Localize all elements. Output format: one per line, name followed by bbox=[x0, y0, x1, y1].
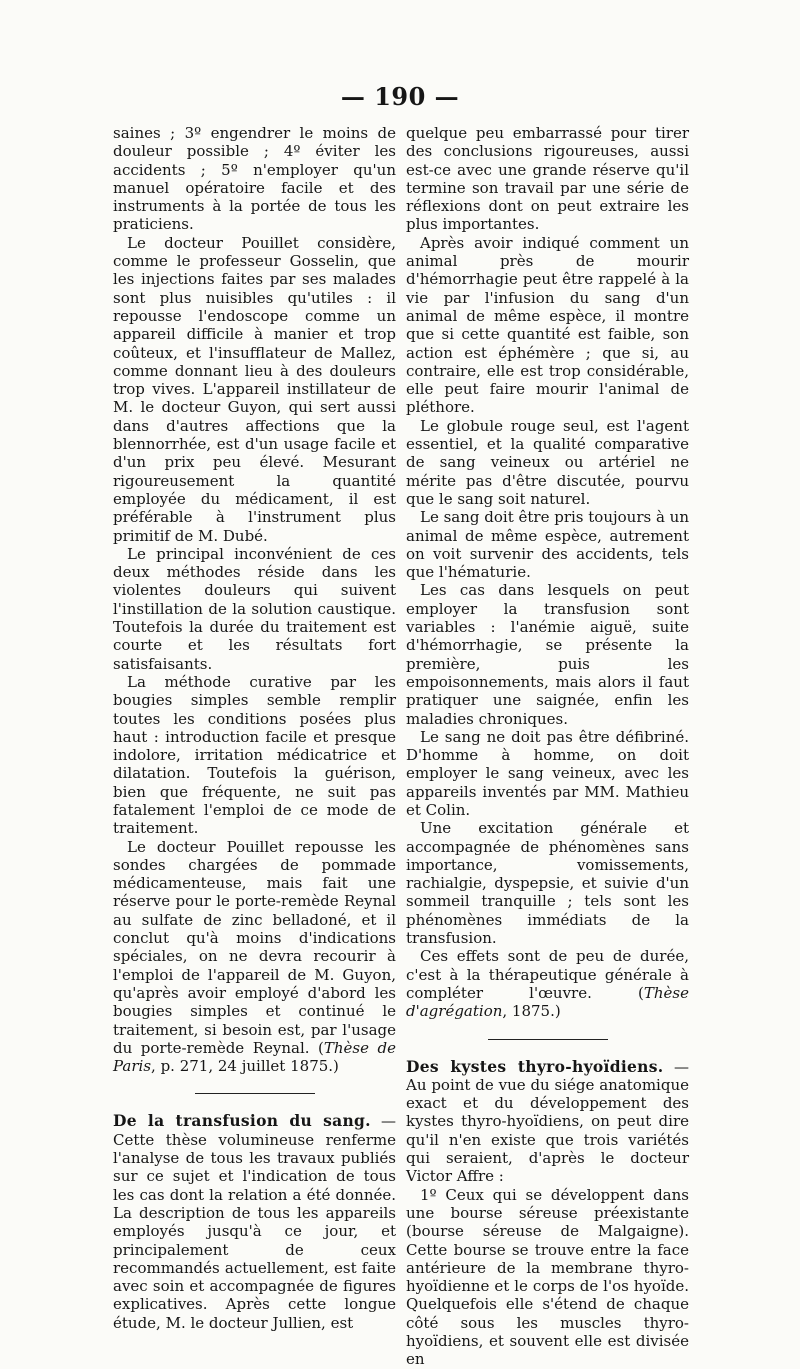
transfusion-article bbox=[113, 1112, 396, 1332]
right-paragraph-9: 1º Ceux qui se développent dans une bourse séreuse préexistante (bourse séreuse de Malgaigne). Cette bourse se trouve entre la face antérieure de la membrane thyro-hyoïdienne et le corps de l'os hyoïde. Quelquefois elle s'étend de chaque côté sous les muscles thyro-hyoïdiens, et souvent elle est divisée en bbox=[406, 1185, 689, 1369]
left-paragraph-5 bbox=[113, 838, 396, 1076]
left-paragraph-3: Le principal inconvénient de ces deux méthodes réside dans les violentes douleurs qui suivent l'instillation de la solution caustique. Toutefois la durée du traitement est courte et les résultats fort satisfaisants. bbox=[113, 544, 396, 673]
left-column bbox=[113, 124, 396, 1332]
right-paragraph-3: Le globule rouge seul, est l'agent essentiel, et la qualité comparative de sang veineux ou artériel ne mérite pas d'être discutée, pourvu que le sang soit naturel. bbox=[406, 416, 689, 508]
left-citation: Thèse de Paris bbox=[113, 1038, 396, 1076]
right-paragraph-5: Les cas dans lesquels on peut employer la transfusion sont variables : l'anémie aiguë, suite d'hémorrhagie, se présente la première, puis les empoisonnements, mais alors il faut pratiquer une saignée, enfin les maladies chroniques. bbox=[406, 581, 689, 728]
right-paragraph-1: quelque peu embarrassé pour tirer des conclusions rigoureuses, aussi est-ce avec une grande réserve qu'il termine son travail par une série de réflexions dont on peut extraire les plus importantes. bbox=[406, 124, 689, 234]
section-divider bbox=[488, 1039, 608, 1040]
right-paragraph-6: Le sang ne doit pas être défibriné. D'homme à homme, on doit employer le sang veineux, avec les appareils inventés par MM. Mathieu et Colin. bbox=[406, 727, 689, 819]
right-paragraph-4: Le sang doit être pris toujours à un animal de même espèce, autrement on voit survenir des accidents, tels que l'hématurie. bbox=[406, 508, 689, 582]
kystes-text: — Au point de vue du siége anatomique exact et du développement des kystes thyro-hyoïdiens, on peut dire qu'il n'en existe que trois variétés qui seraient, d'après le docteur Victor Affre : bbox=[406, 1057, 689, 1186]
transfusion-text: — Cette thèse volumineuse renferme l'analyse de tous les travaux publiés sur ce sujet et l'indication de tous les cas dont la relation a été donnée. La description de tous les appareils employés jusqu'à ce jour, et principalement de ceux recommandés actuellement, est faite avec soin et accompagnée de figures explicatives. Après cette longue étude, M. le docteur Jullien, est bbox=[113, 1112, 396, 1332]
left-paragraph-5-text: Le docteur Pouillet repousse les sondes chargées de pommade médicamenteuse, mais fait une réserve pour le porte-remède Reynal au sulfate de zinc belladoné, et il conclut qu'à moins d'indications spéciales, on ne devra recourir à l'emploi de l'appareil de M. Guyon, qu'après avoir employé d'abord les bougies simples et continué le traitement, si besoin est, par l'usage du porte-remède Reynal. ( bbox=[113, 837, 396, 1057]
transfusion-heading: De la transfusion du sang. bbox=[113, 1111, 371, 1131]
right-citation: Thèse d'agrégation bbox=[406, 983, 689, 1021]
right-paragraph-8 bbox=[406, 947, 689, 1020]
left-paragraph-1: saines ; 3º engendrer le moins de douleur possible ; 4º éviter les accidents ; 5º n'employer qu'un manuel opératoire facile et des instruments à la portée de tous les praticiens. bbox=[113, 124, 396, 234]
left-paragraph-5-end: , p. 271, 24 juillet 1875.) bbox=[151, 1057, 339, 1076]
left-paragraph-4: La méthode curative par les bougies simples semble remplir toutes les conditions posées plus haut : introduction facile et presque indolore, irritation médicatrice et dilatation. Toutefois la guérison, bien que fréquente, ne suit pas fatalement l'emploi de ce mode de traitement. bbox=[113, 672, 396, 838]
section-divider bbox=[195, 1093, 315, 1094]
right-paragraph-2: Après avoir indiqué comment un animal près de mourir d'hémorrhagie peut être rappelé à la vie par l'infusion du sang d'un animal de même espèce, il montre que si cette quantité est faible, son action est éphémère ; que si, au contraire, elle est trop considérable, elle peut faire mourir l'animal de pléthore. bbox=[406, 233, 689, 417]
right-column bbox=[406, 124, 689, 1369]
right-paragraph-7: Une excitation générale et accompagnée de phénomènes sans importance, vomissements, rachialgie, dyspepsie, et suivie d'un sommeil tranquille ; tels sont les phénomènes immédiats de la transfusion. bbox=[406, 819, 689, 948]
left-paragraph-2: Le docteur Pouillet considère, comme le professeur Gosselin, que les injections faites par ses malades sont plus nuisibles qu'utiles : il repousse l'endoscope comme un appareil difficile à manier et trop coûteux, et l'insufflateur de Mallez, comme donnant lieu à des douleurs trop vives. L'appareil instillateur de M. le docteur Guyon, qui sert aussi dans d'autres affections que la blennorrhée, est d'un usage facile et d'un prix peu élevé. Mesurant rigoureusement la quantité employée du médicament, il est préférable à l'instrument plus primitif de M. Dubé. bbox=[113, 233, 396, 545]
page-number: — 190 — bbox=[340, 82, 460, 111]
right-paragraph-8-text: Ces effets sont de peu de durée, c'est à la thérapeutique générale à compléter l'œuvre. ( bbox=[406, 947, 689, 1002]
right-paragraph-8-end: , 1875.) bbox=[502, 1002, 561, 1021]
kystes-article bbox=[406, 1058, 689, 1186]
kystes-heading: Des kystes thyro-hyoïdiens. bbox=[406, 1056, 664, 1076]
